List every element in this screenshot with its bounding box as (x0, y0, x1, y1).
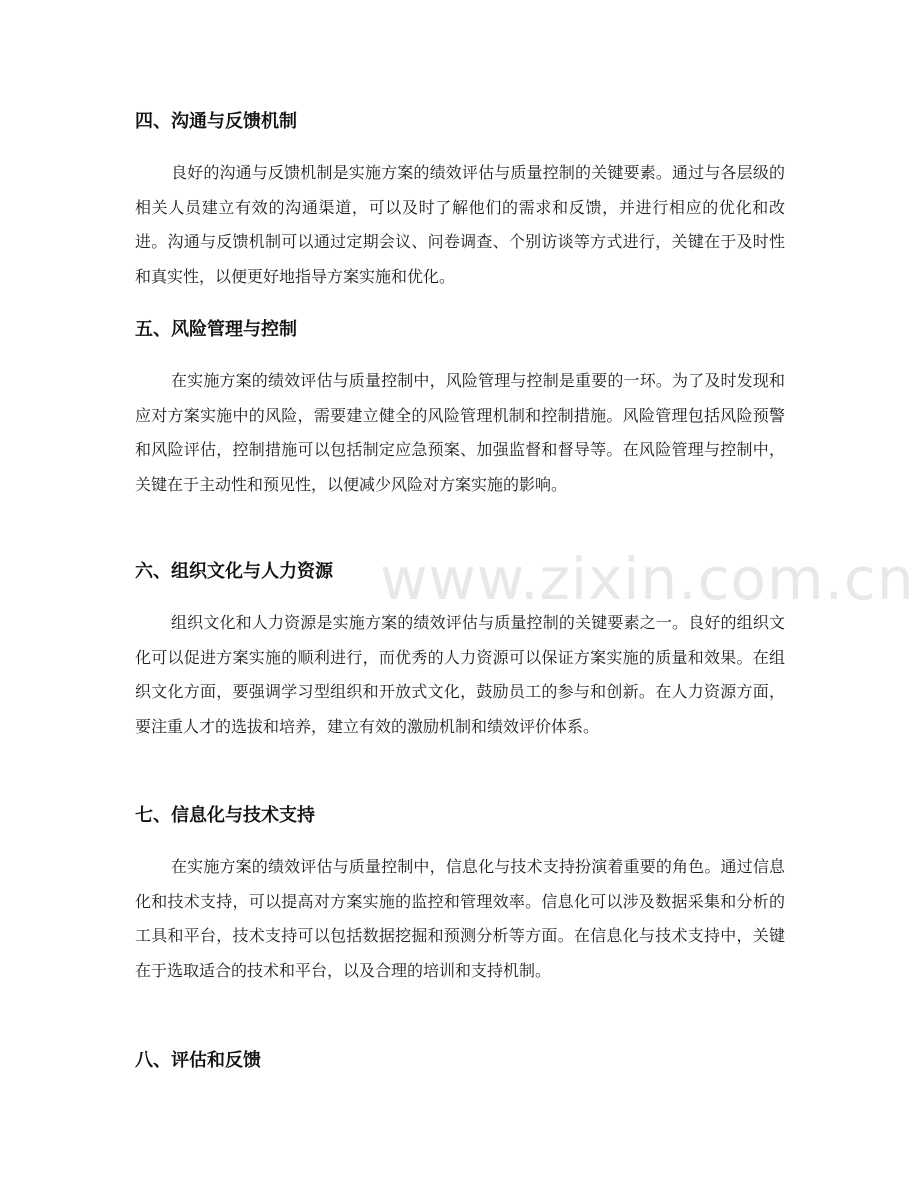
watermark: www.zixin.com.cn (380, 545, 915, 613)
section-title-4: 四、沟通与反馈机制 (135, 111, 297, 132)
section-title-6: 六、组织文化与人力资源 (135, 561, 333, 582)
section-body-7: 在实施方案的绩效评估与质量控制中，信息化与技术支持扮演着重要的角色。通过信息化和技术支持，可以提高对方案实施的监控和管理效率。信息化可以涉及数据采集和分析的工具和平台，技术支持可以包括数据挖掘和预测分析等方面。在信息化与技术支持中，关键在于选取适合的技术和平台，以及合理的培训和支持机制。 (135, 857, 785, 980)
section-title-8: 八、评估和反馈 (135, 1050, 261, 1071)
section-title-5: 五、风险管理与控制 (135, 319, 297, 340)
section-body-4: 良好的沟通与反馈机制是实施方案的绩效评估与质量控制的关键要素。通过与各层级的相关人员建立有效的沟通渠道，可以及时了解他们的需求和反馈，并进行相应的优化和改进。沟通与反馈机制可以通过定期会议、问卷调查、个别访谈等方式进行，关键在于及时性和真实性，以便更好地指导方案实施和优化。 (135, 163, 785, 286)
section-body-6: 组织文化和人力资源是实施方案的绩效评估与质量控制的关键要素之一。良好的组织文化可以促进方案实施的顺利进行，而优秀的人力资源可以保证方案实施的质量和效果。在组织文化方面，要强调学习型组织和开放式文化，鼓励员工的参与和创新。在人力资源方面，要注重人才的选拔和培养，建立有效的激励机制和绩效评价体系。 (135, 613, 785, 736)
section-body-5: 在实施方案的绩效评估与质量控制中，风险管理与控制是重要的一环。为了及时发现和应对方案实施中的风险，需要建立健全的风险管理机制和控制措施。风险管理包括风险预警和风险评估，控制措施可以包括制定应急预案、加强监督和督导等。在风险管理与控制中，关键在于主动性和预见性，以便减少风险对方案实施的影响。 (135, 371, 785, 494)
section-title-7: 七、信息化与技术支持 (135, 805, 315, 826)
